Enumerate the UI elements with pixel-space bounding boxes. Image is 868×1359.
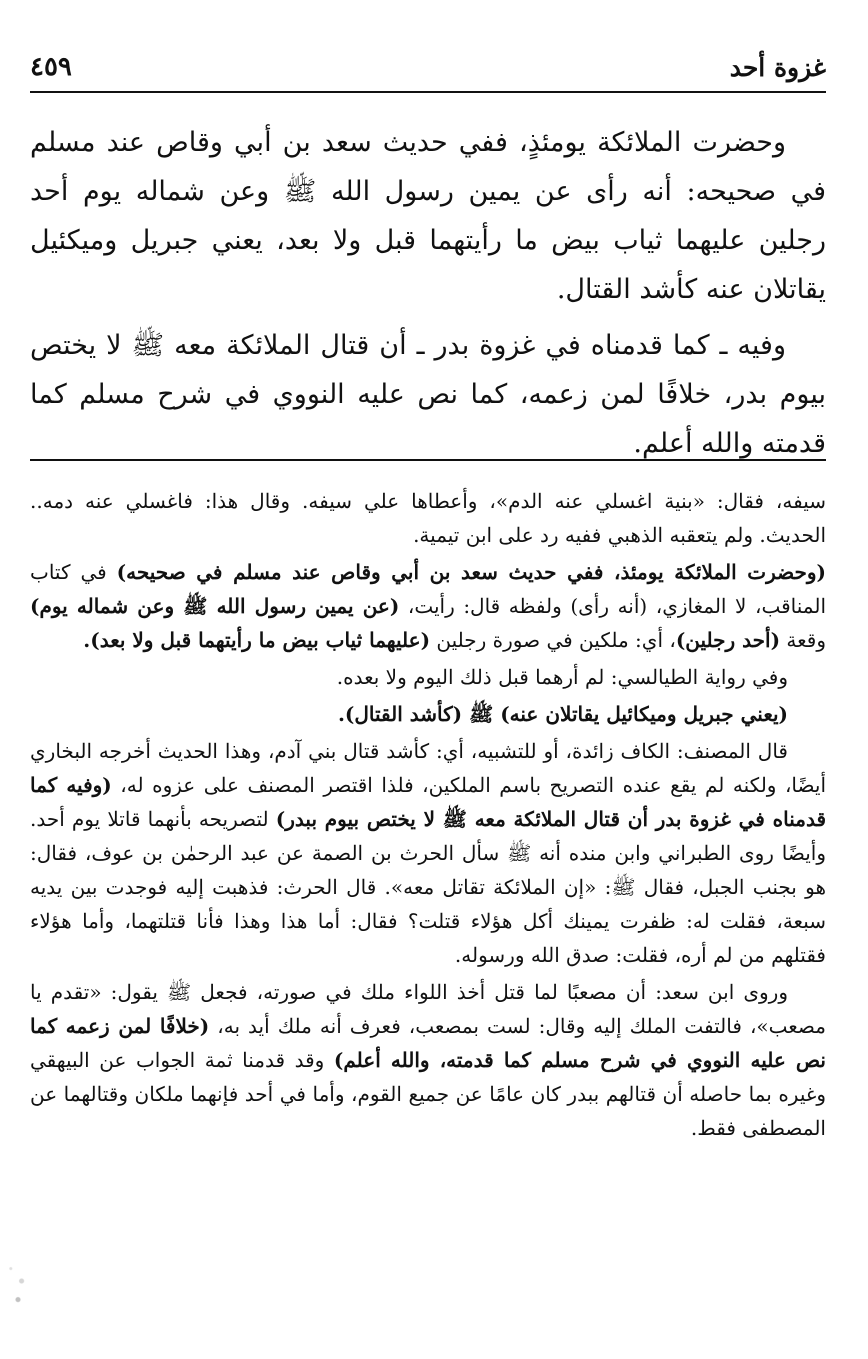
commentary-text: وروى ابن سعد: أن مصعبًا لما قتل أخذ اللواء ملك في صورته، فجعل ﷺ يقول: «تقدم يا مصعب»، فالتفت الملك إليه وقال: لست بمصعب، فعرف أنه ملك أيد به، — [30, 980, 826, 1038]
page-number: ٤٥٩ — [30, 52, 72, 82]
commentary-paragraph — [30, 975, 826, 1145]
commentary-text: لتصريحه بأنهما قاتلا يوم أحد. وأيضًا روى الطبراني وابن منده أنه ﷺ سأل الحرث بن الصمة عن عبد الرحمٰن بن عوف، فقال: هو بجنب الجبل، فقال ﷺ: «إن الملائكة تقاتل معه». قال الحرث: فذهبت إليه فوجدت بين يديه سبعة، فقلت له: ظفرت يمينك أكل هؤلاء قتلت؟ فقال: أما هذا وهذا فأنا قتلتهما، وأما هؤلاء فقتلهم من لم أره، فقلت: صدق الله ورسوله. — [30, 807, 826, 967]
quoted-text: (وفيه كما قدمناه في غزوة بدر أن قتال الملائكة معه ﷺ لا يختص بيوم ببدر) — [30, 773, 827, 831]
commentary-paragraph — [30, 555, 826, 657]
running-title: غزوة أحد — [729, 52, 826, 82]
commentary-paragraph — [30, 734, 826, 972]
commentary-text: ، أي: ملكين في صورة رجلين — [430, 628, 676, 652]
commentary — [30, 484, 826, 1148]
quoted-text: (خلافًا لمن زعمه كما نص عليه النووي في شرح مسلم كما قدمته، والله أعلم) — [30, 1014, 827, 1072]
header-rule — [30, 91, 826, 93]
main-text — [30, 118, 826, 475]
commentary-paragraph: (يعني جبريل وميكائيل يقاتلان عنه) ﷺ (كأشد القتال). — [337, 702, 788, 726]
quoted-text: (عن يمين رسول الله ﷺ وعن شماله يوم) — [30, 594, 400, 618]
quoted-text: (أحد رجلين) — [675, 628, 781, 652]
footnote-rule — [30, 459, 826, 461]
quoted-text: (وحضرت الملائكة يومئذ، ففي حديث سعد بن أبي وقاص عند مسلم في صحيحه) — [116, 560, 826, 584]
commentary-text: قال المصنف: الكاف زائدة، أو للتشبيه، أي: كأشد قتال بني آدم، وهذا الحديث أخرجه البخاري أيضًا، ولكنه لم يقع عنده التصريح باسم الملكين، فلذا اقتصر المصنف على عزوه له، — [30, 739, 826, 797]
commentary-text: وقد قدمنا ثمة الجواب عن البيهقي وغيره بما حاصله أن قتالهم ببدر كان عامًا عن جميع القوم، وأما في أحد فإنهما ملكان وقتالهما عن المصطفى فقط. — [30, 1048, 826, 1140]
commentary-paragraph: وفي رواية الطيالسي: لم أرهما قبل ذلك اليوم ولا بعده. — [336, 665, 788, 689]
quoted-text: (عليهما ثياب بيض ما رأيتهما قبل ولا بعد). — [83, 628, 431, 652]
main-paragraph: وفيه ـ كما قدمناه في غزوة بدر ـ أن قتال الملائكة معه ﷺ لا يختص بيوم بدر، خلافًا لمن زعمه، كما نص عليه النووي في شرح مسلم كما قدمته والله أعلم. — [30, 330, 826, 459]
commentary-paragraph: سيفه، فقال: «بنية اغسلي عنه الدم»، وأعطاها علي سيفه. وقال هذا: فاغسلي عنه دمه.. الحديث. ولم يتعقبه الذهبي ففيه رد على ابن تيمية. — [30, 489, 826, 547]
main-paragraph: وحضرت الملائكة يومئذٍ، ففي حديث سعد بن أبي وقاص عند مسلم في صحيحه: أنه رأى عن يمين رسول الله ﷺ وعن شماله يوم أحد رجلين عليهما ثياب بيض ما رأيتهما قبل ولا بعد، يعني جبريل وميكئيل يقاتلان عنه كأشد القتال. — [30, 127, 826, 305]
commentary-text: في كتاب المناقب، لا المغازي، (أنه رأى) ولفظه قال: رأيت، — [30, 560, 826, 618]
page-header — [30, 44, 826, 90]
scan-speckle-mark — [0, 1250, 36, 1312]
commentary-text: وقعة — [780, 628, 826, 652]
